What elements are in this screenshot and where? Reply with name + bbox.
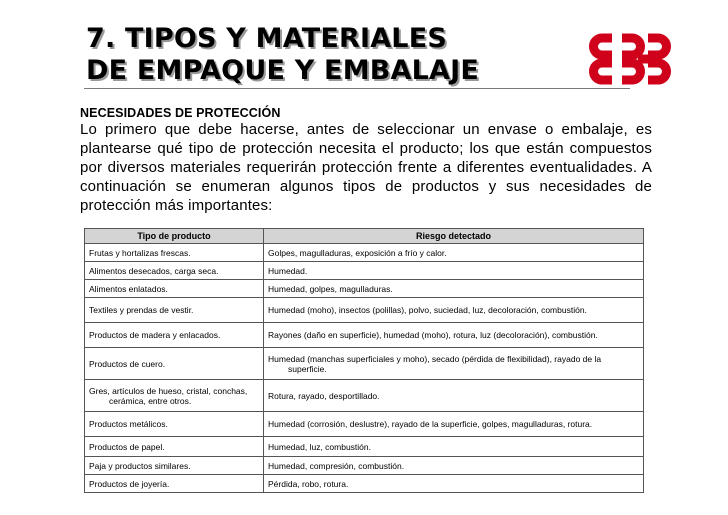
table-row xyxy=(85,298,644,323)
risk-cell: Golpes, magulladuras, exposición a frío y calor. xyxy=(264,244,644,262)
product-cell: Productos metálicos. xyxy=(85,412,264,437)
product-cell xyxy=(85,380,264,412)
product-cell: Frutas y hortalizas frescas. xyxy=(85,244,264,262)
product-cell: Productos de papel. xyxy=(85,437,264,457)
table-row xyxy=(85,244,644,262)
risk-cell xyxy=(264,348,644,380)
product-cell: Alimentos enlatados. xyxy=(85,280,264,298)
table-row xyxy=(85,262,644,280)
risk-cell: Humedad, compresión, combustión. xyxy=(264,457,644,475)
risk-cell: Pérdida, robo, rotura. xyxy=(264,475,644,493)
risk-cell: Humedad, luz, combustión. xyxy=(264,437,644,457)
product-cell: Productos de madera y enlacados. xyxy=(85,323,264,348)
table-row xyxy=(85,380,644,412)
title-line-2: DE EMPAQUE Y EMBALAJE xyxy=(86,55,480,86)
product-text: Gres, artículos de hueso, cristal, conchas, xyxy=(89,385,248,396)
table-row xyxy=(85,323,644,348)
risk-cell: Humedad (corrosión, deslustre), rayado de la superficie, golpes, magulladuras, rotura. xyxy=(264,412,644,437)
product-cell: Textiles y prendas de vestir. xyxy=(85,298,264,323)
table-header-row xyxy=(85,229,644,244)
product-cell: Productos de joyería. xyxy=(85,475,264,493)
product-text-continued: cerámica, entre otros. xyxy=(109,395,192,406)
header-risk: Riesgo detectado xyxy=(264,229,644,244)
title-line-1: 7. TIPOS Y MATERIALES xyxy=(86,23,448,54)
header-product: Tipo de producto xyxy=(85,229,264,244)
risk-text: Humedad (manchas superficiales y moho), secado (pérdida de flexibilidad), rayado de la xyxy=(268,353,602,364)
table-row xyxy=(85,475,644,493)
table-row xyxy=(85,437,644,457)
risk-text-continued: superficie. xyxy=(288,363,327,374)
protection-table xyxy=(84,228,644,493)
risk-cell: Rayones (daño en superficie), humedad (moho), rotura, luz (decoloración), combustión. xyxy=(264,323,644,348)
title-divider xyxy=(84,88,630,89)
table-row xyxy=(85,348,644,380)
table-row xyxy=(85,457,644,475)
product-cell: Productos de cuero. xyxy=(85,348,264,380)
intro-paragraph: Lo primero que debe hacerse, antes de seleccionar un envase o embalaje, es plantearse qué tipo de protección necesita el producto; los que están compuestos por diversos materiales requerirán protección frente a diferentes eventualidades. A continuación se enumeran algunos tipos de productos y sus necesidades de protección más importantes: xyxy=(80,121,652,214)
section-heading: NECESIDADES DE PROTECCIÓN xyxy=(80,106,281,120)
page-title xyxy=(86,23,479,87)
product-cell: Alimentos desecados, carga seca. xyxy=(85,262,264,280)
brand-logo-icon xyxy=(588,30,672,88)
product-cell: Paja y productos similares. xyxy=(85,457,264,475)
risk-cell: Rotura, rayado, desportillado. xyxy=(264,380,644,412)
table-row xyxy=(85,412,644,437)
risk-cell: Humedad. xyxy=(264,262,644,280)
risk-cell: Humedad (moho), insectos (polillas), polvo, suciedad, luz, decoloración, combustión. xyxy=(264,298,644,323)
risk-cell: Humedad, golpes, magulladuras. xyxy=(264,280,644,298)
table-row xyxy=(85,280,644,298)
